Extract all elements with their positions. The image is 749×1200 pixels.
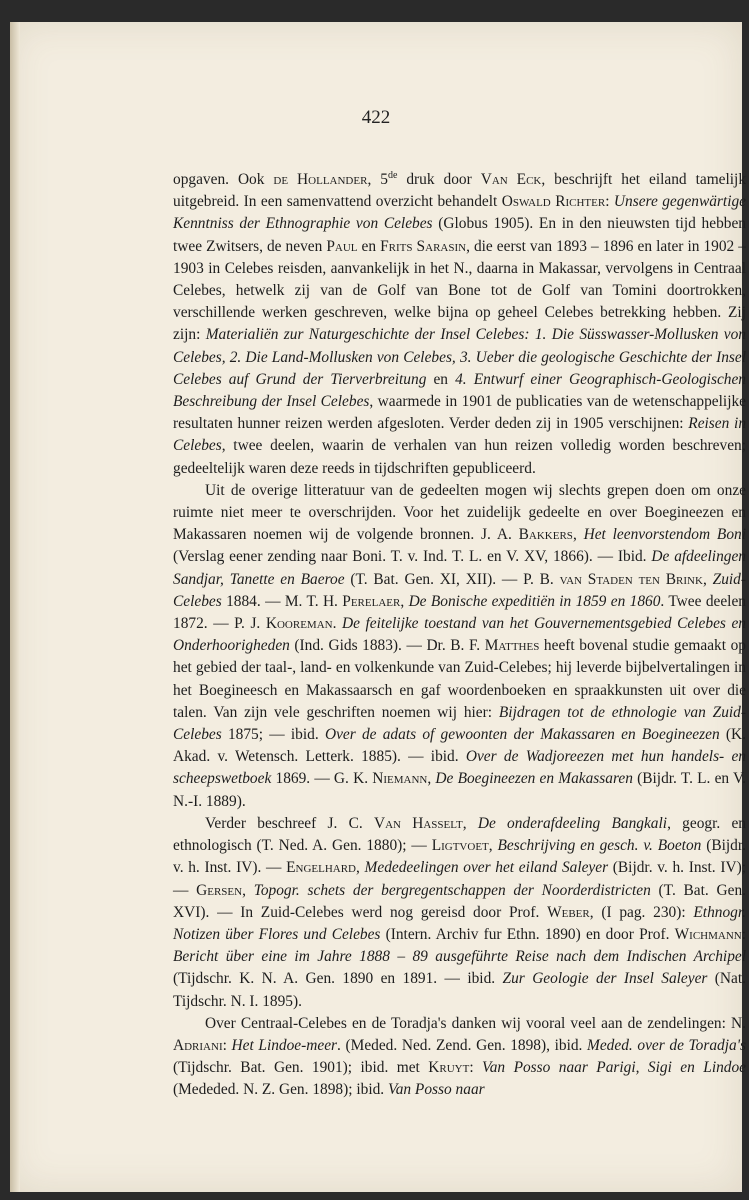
text-segment: , [702,570,713,588]
text-segment: . [332,615,343,633]
text-segment: , [400,592,409,610]
text-segment: , die eerst van 1893 – 1896 en later in 1902 – 1903 in Celebes reisden, aanvankelijk in het N., daarna in Makassar, vervolgens in Centraal Celebes, hetwelk zij van de Golf van Bone tot de Golf van Tomini doortrokken, verschillende werken geschreven, welke bijna op geheel Celebes betrekking hebben. Zij zijn: [173,237,746,344]
text-segment: (Nat. Tijdschr. N. I. 1895). [173,970,747,1010]
citation-title: Materialiën zur Naturgeschichte der Insel Celebes: 1. Die Süsswasser-Mollusken von Celebes, 2. Die Land-Mollusken von Celebes, 3. Ueber die geologische Geschichte der Insel Celebes auf Grund der Tierverbreitung [173,326,747,388]
text-segment: druk door [397,171,481,188]
text-segment: (T. Bat. Gen. XI, XII). — P. B. [344,570,560,588]
citation-title: Ethnogr. Notizen über Flores und Celebes [173,903,746,943]
text-segment: , 5 [367,171,388,188]
text-segment: , beschrijft het eiland tamelijk uitgebreid. In een samenvattend overzicht behandelt [173,171,747,211]
author-name: Adriani [173,1036,223,1054]
page-number: 422 [361,107,391,128]
author-name: Gersen [196,881,243,899]
text-segment: 1869. — G. K. [271,770,373,788]
citation-title: Het leenvorstendom Boni [583,526,746,544]
citation-title: Reisen in Celebes [173,415,747,455]
citation-title: De Boegineezen en Makassaren [435,770,633,788]
text-segment: , [462,814,478,832]
citation-title: Bericht über eine im Jahre 1888 – 89 ausgeführte Reise nach dem Indischen Archipel [173,948,746,966]
author-name: Matthes [484,637,540,655]
citation-title: Unsere gegenwärtige Kenntniss der Ethnographie von Celebes [173,193,746,233]
citation-title: De onderafdeeling Bangkali [477,814,668,832]
citation-title: Mededeelingen over het eiland Saleyer [364,859,609,877]
text-segment: (Bijdr. T. L. en V. N.-I. 1889). [173,770,747,810]
text-segment: , [427,770,436,788]
citation-title: Topogr. schets der bergregentschappen der Noorderdistricten [253,881,651,899]
author-name: Van Eck [480,171,542,188]
paragraph-p2 [173,480,746,813]
text-segment: (Bijdr. v. h. Inst. IV). — [173,837,746,877]
citation-title: Zuid-Celebes [173,570,746,610]
citation-title: Meded. over de Toradja's [587,1036,747,1054]
citation-title: De afdeelingen Sandjar, Tanette en Baeroe [173,548,746,588]
text-segment: , [488,837,498,855]
citation-title: Het Lindoe-meer [231,1036,338,1054]
citation-title: Van Posso naar [388,1081,485,1099]
text-segment: en [426,370,456,388]
text-segment: 1875; — ibid. [221,726,325,744]
text-segment: (Mededed. N. Z. Gen. 1898); ibid. [173,1081,388,1099]
author-name: Bakkers [518,526,573,544]
paragraph-p4 [173,1013,746,1102]
text-segment: (K. Akad. v. Wetensch. Letterk. 1885). — ibid. [173,726,747,766]
author-name: Engelhard [286,859,356,877]
citation-title: De Bonische expeditiën in 1859 en 1860 [408,592,661,610]
citation-title: Beschrijving en gesch. v. Boeton [497,837,702,855]
text-segment: (T. Bat. Gen. XVI). — In Zuid-Celebes werd nog gereisd door Prof. [173,881,746,921]
author-name: Ligtvoet [431,837,489,855]
text-segment: , [356,859,365,877]
text-segment: : [469,1059,483,1077]
author-name: Oswald Richter [501,193,606,211]
text-segment: heeft bovenal studie gemaakt op het gebied der taal-, land- en volkenkunde van Zuid-Celebes; hij leverde bijbelvertalingen in het Boegineesch en Makassaarsch en gaf woordenboeken en spraakkunsten uit over die talen. Van zijn vele geschriften noemen wij hier: [173,637,746,721]
text-segment: Uit de overige litteratuur van de gedeelten mogen wij slechts grepen doen om onze ruimte niet meer te overschrijden. Voor het zuidelijk gedeelte en over Boegineezen en Makassaren noemen wij de volgende bronnen. J. A. [173,481,746,544]
author-name: van Staden ten Brink [559,570,703,588]
text-segment: (Ind. Gids 1883). — Dr. B. F. [289,637,485,655]
text-segment: 1884. — M. T. H. [221,592,343,610]
author-name: Kruyt [428,1059,470,1077]
text-segment: : [741,925,746,943]
text-segment: . (Meded. Ned. Zend. Gen. 1898), ibid. [337,1036,588,1054]
text-segment: , (I pag. 230): [589,903,694,921]
text-segment: . Twee deelen 1872. — P. J. [173,592,746,633]
text-segment: (Intern. Archiv fur Ethn. 1890) en door Prof. [380,925,675,943]
text-segment: (Bijdr. v. h. Inst. IV); — [173,859,746,899]
text-segment: , geogr. en ethnologisch (T. Ned. A. Gen. 1880); — [173,814,747,855]
citation-title: Zur Geologie der Insel Saleyer [502,970,708,988]
citation-title: Over de adats of gewoonten der Makassaren en Boegineezen [324,726,720,744]
author-name: Weber [547,903,590,921]
text-segment: (Globus 1905). En in den nieuwsten tijd hebben twee Zwitsers, de neven [173,215,747,255]
citation-title: Bijdragen tot de ethnologie van Zuid-Celebes [173,703,747,744]
citation-title: Van Posso naar Parigi, Sigi en Lindoe [482,1059,747,1077]
citation-title: De feitelijke toestand van het Gouvernementsgebied Celebes en Onderhoorigheden [173,615,746,655]
text-segment: , [242,881,254,899]
author-name: Paul [326,237,358,255]
citation-title: Over de Wadjoreezen met hun handels- en scheepswetboek [173,748,746,788]
author-name: de Hollander [273,171,368,188]
text-segment: : [605,193,614,211]
text-segment: opgaven. Ook [173,171,274,188]
text-segment: en [357,237,381,255]
page-gutter-edge [10,22,20,1192]
book-page [10,22,747,1192]
author-name: Wichmann [674,925,742,943]
text-segment: (Verslag eener zending naar Boni. T. v. Ind. T. L. en V. XV, 1866). — Ibid. [173,548,652,566]
body-text [173,169,746,1102]
text-segment: , twee deelen, waarin de verhalen van hun reizen volledig worden beschreven; gedeeltelijk waren deze reeds in tijdschriften gepubliceerd. [173,437,746,477]
author-name: Frits Sarasin [380,237,467,255]
text-segment: : [222,1036,232,1054]
text-segment: (Tijdschr. Bat. Gen. 1901); ibid. met [173,1059,429,1077]
author-name: Niemann [372,770,428,788]
citation-title: 4. Entwurf einer Geographisch-Geologischen Beschreibung der Insel Celebes [173,370,746,411]
text-segment: de [387,169,398,181]
text-segment: Over Centraal-Celebes en de Toradja's danken wij vooral veel aan de zendelingen: N. [205,1014,746,1032]
text-segment: , waarmede in 1901 de publicaties van de wetenschappelijke resultaten hunner reizen werden afgesloten. Verder deden zij in 1905 verschijnen: [173,393,746,433]
author-name: Kooreman [265,615,333,633]
author-name: Perelaer [342,592,401,610]
text-segment: , [572,526,584,544]
text-segment: Verder beschreef J. C. [205,814,374,832]
author-name: Van Hasselt [373,814,463,832]
paragraph-p3 [173,813,746,1013]
text-segment: (Tijdschr. K. N. A. Gen. 1890 en 1891. — ibid. [173,970,503,988]
paragraph-p1 [173,169,746,480]
